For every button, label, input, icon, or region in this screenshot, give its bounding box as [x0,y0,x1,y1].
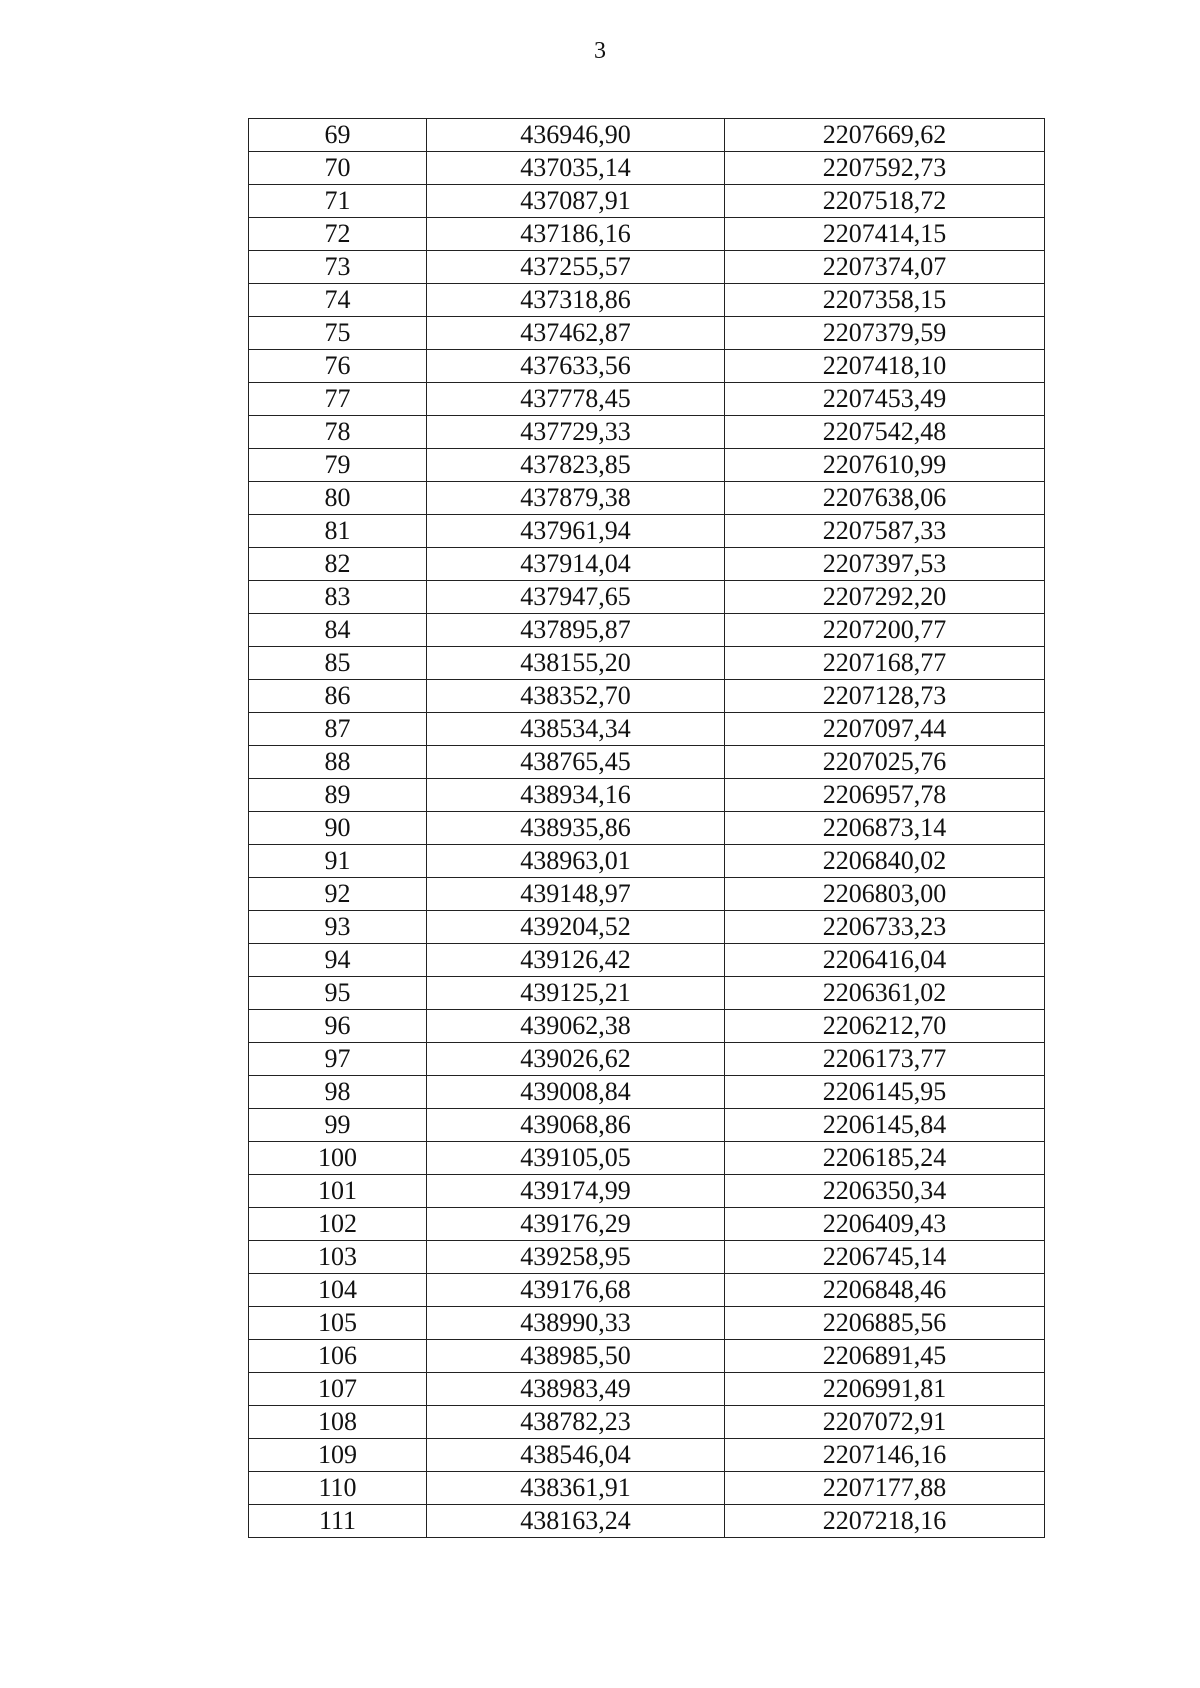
y-coordinate-cell: 2206991,81 [725,1373,1045,1406]
point-number-cell: 71 [249,185,427,218]
table-row [249,1010,1045,1043]
x-coordinate-cell: 438935,86 [427,812,725,845]
point-number-cell: 77 [249,383,427,416]
x-coordinate-cell: 437895,87 [427,614,725,647]
x-coordinate-cell: 437035,14 [427,152,725,185]
table-row [249,416,1045,449]
point-number-cell: 99 [249,1109,427,1142]
y-coordinate-cell: 2207397,53 [725,548,1045,581]
table-row [249,449,1045,482]
x-coordinate-cell: 438990,33 [427,1307,725,1340]
x-coordinate-cell: 437729,33 [427,416,725,449]
x-coordinate-cell: 437255,57 [427,251,725,284]
x-coordinate-cell: 438765,45 [427,746,725,779]
point-number-cell: 76 [249,350,427,383]
y-coordinate-cell: 2207638,06 [725,482,1045,515]
y-coordinate-cell: 2207587,33 [725,515,1045,548]
x-coordinate-cell: 437823,85 [427,449,725,482]
table-row [249,119,1045,152]
x-coordinate-cell: 439126,42 [427,944,725,977]
y-coordinate-cell: 2207128,73 [725,680,1045,713]
y-coordinate-cell: 2207374,07 [725,251,1045,284]
x-coordinate-cell: 438985,50 [427,1340,725,1373]
y-coordinate-cell: 2206409,43 [725,1208,1045,1241]
point-number-cell: 82 [249,548,427,581]
x-coordinate-cell: 437961,94 [427,515,725,548]
x-coordinate-cell: 439176,29 [427,1208,725,1241]
table-row [249,944,1045,977]
table-row [249,878,1045,911]
point-number-cell: 104 [249,1274,427,1307]
point-number-cell: 96 [249,1010,427,1043]
x-coordinate-cell: 438963,01 [427,845,725,878]
table-row [249,1307,1045,1340]
y-coordinate-cell: 2207414,15 [725,218,1045,251]
coordinates-table-body [249,119,1045,1538]
point-number-cell: 103 [249,1241,427,1274]
x-coordinate-cell: 437462,87 [427,317,725,350]
x-coordinate-cell: 439105,05 [427,1142,725,1175]
table-row [249,218,1045,251]
x-coordinate-cell: 439062,38 [427,1010,725,1043]
y-coordinate-cell: 2206212,70 [725,1010,1045,1043]
y-coordinate-cell: 2207097,44 [725,713,1045,746]
x-coordinate-cell: 438155,20 [427,647,725,680]
table-row [249,185,1045,218]
y-coordinate-cell: 2207218,16 [725,1505,1045,1538]
point-number-cell: 79 [249,449,427,482]
y-coordinate-cell: 2207025,76 [725,746,1045,779]
y-coordinate-cell: 2207518,72 [725,185,1045,218]
x-coordinate-cell: 437087,91 [427,185,725,218]
page-number: 3 [594,38,606,64]
x-coordinate-cell: 438163,24 [427,1505,725,1538]
y-coordinate-cell: 2207379,59 [725,317,1045,350]
table-row [249,1241,1045,1274]
table-row [249,779,1045,812]
x-coordinate-cell: 439176,68 [427,1274,725,1307]
y-coordinate-cell: 2207358,15 [725,284,1045,317]
x-coordinate-cell: 438352,70 [427,680,725,713]
y-coordinate-cell: 2207168,77 [725,647,1045,680]
x-coordinate-cell: 439174,99 [427,1175,725,1208]
table-row [249,1439,1045,1472]
x-coordinate-cell: 437318,86 [427,284,725,317]
x-coordinate-cell: 439008,84 [427,1076,725,1109]
point-number-cell: 78 [249,416,427,449]
y-coordinate-cell: 2207177,88 [725,1472,1045,1505]
y-coordinate-cell: 2206350,34 [725,1175,1045,1208]
y-coordinate-cell: 2206957,78 [725,779,1045,812]
x-coordinate-cell: 437778,45 [427,383,725,416]
point-number-cell: 111 [249,1505,427,1538]
x-coordinate-cell: 436946,90 [427,119,725,152]
y-coordinate-cell: 2207146,16 [725,1439,1045,1472]
y-coordinate-cell: 2206873,14 [725,812,1045,845]
table-row [249,1340,1045,1373]
point-number-cell: 106 [249,1340,427,1373]
table-row [249,1274,1045,1307]
table-row [249,1406,1045,1439]
y-coordinate-cell: 2206145,84 [725,1109,1045,1142]
table-row [249,977,1045,1010]
y-coordinate-cell: 2207292,20 [725,581,1045,614]
x-coordinate-cell: 437633,56 [427,350,725,383]
x-coordinate-cell: 439125,21 [427,977,725,1010]
table-row [249,614,1045,647]
table-row [249,350,1045,383]
y-coordinate-cell: 2207610,99 [725,449,1045,482]
x-coordinate-cell: 438534,34 [427,713,725,746]
point-number-cell: 75 [249,317,427,350]
table-row [249,845,1045,878]
table-row [249,713,1045,746]
table-row [249,383,1045,416]
table-row [249,911,1045,944]
x-coordinate-cell: 439068,86 [427,1109,725,1142]
y-coordinate-cell: 2206416,04 [725,944,1045,977]
point-number-cell: 80 [249,482,427,515]
point-number-cell: 98 [249,1076,427,1109]
x-coordinate-cell: 439204,52 [427,911,725,944]
table-row [249,1142,1045,1175]
y-coordinate-cell: 2206733,23 [725,911,1045,944]
table-row [249,812,1045,845]
x-coordinate-cell: 437879,38 [427,482,725,515]
table-row [249,746,1045,779]
point-number-cell: 92 [249,878,427,911]
y-coordinate-cell: 2206361,02 [725,977,1045,1010]
table-row [249,482,1045,515]
point-number-cell: 87 [249,713,427,746]
point-number-cell: 83 [249,581,427,614]
table-row [249,1472,1045,1505]
table-row [249,548,1045,581]
x-coordinate-cell: 438983,49 [427,1373,725,1406]
y-coordinate-cell: 2207592,73 [725,152,1045,185]
table-row [249,581,1045,614]
point-number-cell: 110 [249,1472,427,1505]
point-number-cell: 88 [249,746,427,779]
point-number-cell: 93 [249,911,427,944]
x-coordinate-cell: 437186,16 [427,218,725,251]
table-row [249,1109,1045,1142]
table-row [249,317,1045,350]
x-coordinate-cell: 438782,23 [427,1406,725,1439]
y-coordinate-cell: 2206173,77 [725,1043,1045,1076]
y-coordinate-cell: 2207669,62 [725,119,1045,152]
point-number-cell: 86 [249,680,427,713]
point-number-cell: 85 [249,647,427,680]
point-number-cell: 109 [249,1439,427,1472]
y-coordinate-cell: 2207418,10 [725,350,1045,383]
x-coordinate-cell: 437947,65 [427,581,725,614]
y-coordinate-cell: 2206891,45 [725,1340,1045,1373]
coordinates-table [248,118,1045,1538]
point-number-cell: 108 [249,1406,427,1439]
y-coordinate-cell: 2206803,00 [725,878,1045,911]
x-coordinate-cell: 438934,16 [427,779,725,812]
point-number-cell: 89 [249,779,427,812]
x-coordinate-cell: 438361,91 [427,1472,725,1505]
point-number-cell: 70 [249,152,427,185]
y-coordinate-cell: 2207453,49 [725,383,1045,416]
table-row [249,284,1045,317]
x-coordinate-cell: 439148,97 [427,878,725,911]
point-number-cell: 102 [249,1208,427,1241]
point-number-cell: 95 [249,977,427,1010]
y-coordinate-cell: 2206745,14 [725,1241,1045,1274]
y-coordinate-cell: 2207200,77 [725,614,1045,647]
table-row [249,1076,1045,1109]
y-coordinate-cell: 2206185,24 [725,1142,1045,1175]
point-number-cell: 101 [249,1175,427,1208]
point-number-cell: 90 [249,812,427,845]
point-number-cell: 72 [249,218,427,251]
y-coordinate-cell: 2206848,46 [725,1274,1045,1307]
y-coordinate-cell: 2206840,02 [725,845,1045,878]
point-number-cell: 69 [249,119,427,152]
table-row [249,1208,1045,1241]
point-number-cell: 84 [249,614,427,647]
y-coordinate-cell: 2207542,48 [725,416,1045,449]
point-number-cell: 73 [249,251,427,284]
point-number-cell: 100 [249,1142,427,1175]
point-number-cell: 105 [249,1307,427,1340]
x-coordinate-cell: 437914,04 [427,548,725,581]
y-coordinate-cell: 2207072,91 [725,1406,1045,1439]
x-coordinate-cell: 439026,62 [427,1043,725,1076]
table-row [249,680,1045,713]
table-row [249,515,1045,548]
table-row [249,152,1045,185]
y-coordinate-cell: 2206145,95 [725,1076,1045,1109]
point-number-cell: 97 [249,1043,427,1076]
y-coordinate-cell: 2206885,56 [725,1307,1045,1340]
table-row [249,647,1045,680]
table-row [249,1505,1045,1538]
table-row [249,1175,1045,1208]
table-row [249,1373,1045,1406]
table-row [249,251,1045,284]
point-number-cell: 94 [249,944,427,977]
point-number-cell: 107 [249,1373,427,1406]
x-coordinate-cell: 438546,04 [427,1439,725,1472]
table-row [249,1043,1045,1076]
point-number-cell: 91 [249,845,427,878]
point-number-cell: 81 [249,515,427,548]
x-coordinate-cell: 439258,95 [427,1241,725,1274]
point-number-cell: 74 [249,284,427,317]
